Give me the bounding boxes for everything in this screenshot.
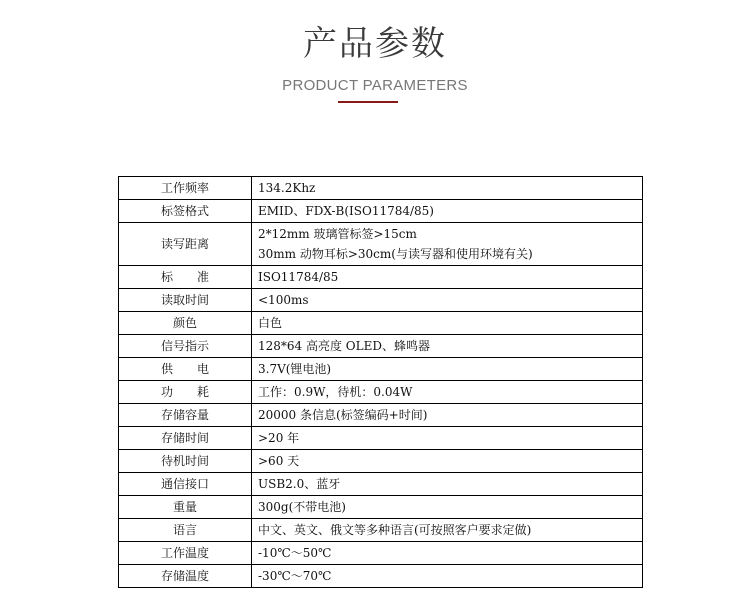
param-row <box>119 266 643 289</box>
param-value: 工作：0.9W，待机：0.04W <box>258 385 413 399</box>
param-row <box>119 473 643 496</box>
param-value: 白色 <box>258 316 283 330</box>
param-label: 信号指示 <box>119 335 252 358</box>
param-value-cell <box>252 565 643 588</box>
param-value: 300g(不带电池) <box>258 500 346 514</box>
param-value: 128*64 高亮度 OLED、蜂鸣器 <box>258 339 430 353</box>
param-value: 中文、英文、俄文等多种语言(可按照客户要求定做) <box>258 523 532 537</box>
param-label: 标签格式 <box>119 200 252 223</box>
param-label: 通信接口 <box>119 473 252 496</box>
param-row <box>119 450 643 473</box>
param-label: 读写距离 <box>119 223 252 266</box>
page-title-cn: 产品参数 <box>303 24 447 64</box>
param-label: 读取时间 <box>119 289 252 312</box>
param-value-cell <box>252 200 643 223</box>
parameter-table-body <box>119 177 643 588</box>
param-row <box>119 496 643 519</box>
param-value: 30mm 动物耳标>30cm(与读写器和使用环境有关) <box>258 247 533 261</box>
page-title-en: PRODUCT PARAMETERS <box>282 77 468 94</box>
param-value: EMID、FDX-B(ISO11784/85) <box>258 204 434 218</box>
parameter-table <box>118 176 643 588</box>
param-row <box>119 519 643 542</box>
param-label: 存储时间 <box>119 427 252 450</box>
param-row <box>119 200 643 223</box>
param-value-cell <box>252 542 643 565</box>
param-value: 3.7V(锂电池) <box>258 362 332 376</box>
param-value-cell <box>252 427 643 450</box>
param-row <box>119 565 643 588</box>
param-row <box>119 177 643 200</box>
param-row <box>119 312 643 335</box>
param-value-cell <box>252 496 643 519</box>
param-label: 工作温度 <box>119 542 252 565</box>
param-value-cell <box>252 266 643 289</box>
param-value-cell <box>252 473 643 496</box>
param-row <box>119 289 643 312</box>
param-value: >60 天 <box>258 454 300 468</box>
param-value-cell <box>252 312 643 335</box>
param-value-cell <box>252 381 643 404</box>
param-value: <100ms <box>258 293 309 307</box>
param-value: 2*12mm 玻璃管标签>15cm <box>258 227 417 241</box>
param-value-cell <box>252 519 643 542</box>
param-value: -30℃～70℃ <box>258 569 332 583</box>
param-label: 存储容量 <box>119 404 252 427</box>
param-row <box>119 542 643 565</box>
param-value: 20000 条信息(标签编码+时间) <box>258 408 428 422</box>
param-label: 颜色 <box>119 312 252 335</box>
param-row <box>119 404 643 427</box>
param-value-cell <box>252 404 643 427</box>
param-label: 功 耗 <box>119 381 252 404</box>
param-label: 存储温度 <box>119 565 252 588</box>
param-value: ISO11784/85 <box>258 270 339 284</box>
param-label: 待机时间 <box>119 450 252 473</box>
param-row <box>119 223 643 266</box>
title-underline <box>338 101 398 103</box>
param-row <box>119 427 643 450</box>
param-value: 134.2Khz <box>258 181 316 195</box>
param-value-cell <box>252 450 643 473</box>
param-row <box>119 381 643 404</box>
param-label: 供 电 <box>119 358 252 381</box>
param-value: USB2.0、蓝牙 <box>258 477 341 491</box>
param-label: 工作频率 <box>119 177 252 200</box>
param-value-cell <box>252 335 643 358</box>
param-value: -10℃～50℃ <box>258 546 332 560</box>
param-label: 语言 <box>119 519 252 542</box>
param-row <box>119 335 643 358</box>
param-row <box>119 358 643 381</box>
param-value-cell <box>252 177 643 200</box>
param-label: 重量 <box>119 496 252 519</box>
param-value: >20 年 <box>258 431 300 445</box>
param-value-cell <box>252 223 643 266</box>
param-label: 标 准 <box>119 266 252 289</box>
param-value-cell <box>252 358 643 381</box>
param-value-cell <box>252 289 643 312</box>
